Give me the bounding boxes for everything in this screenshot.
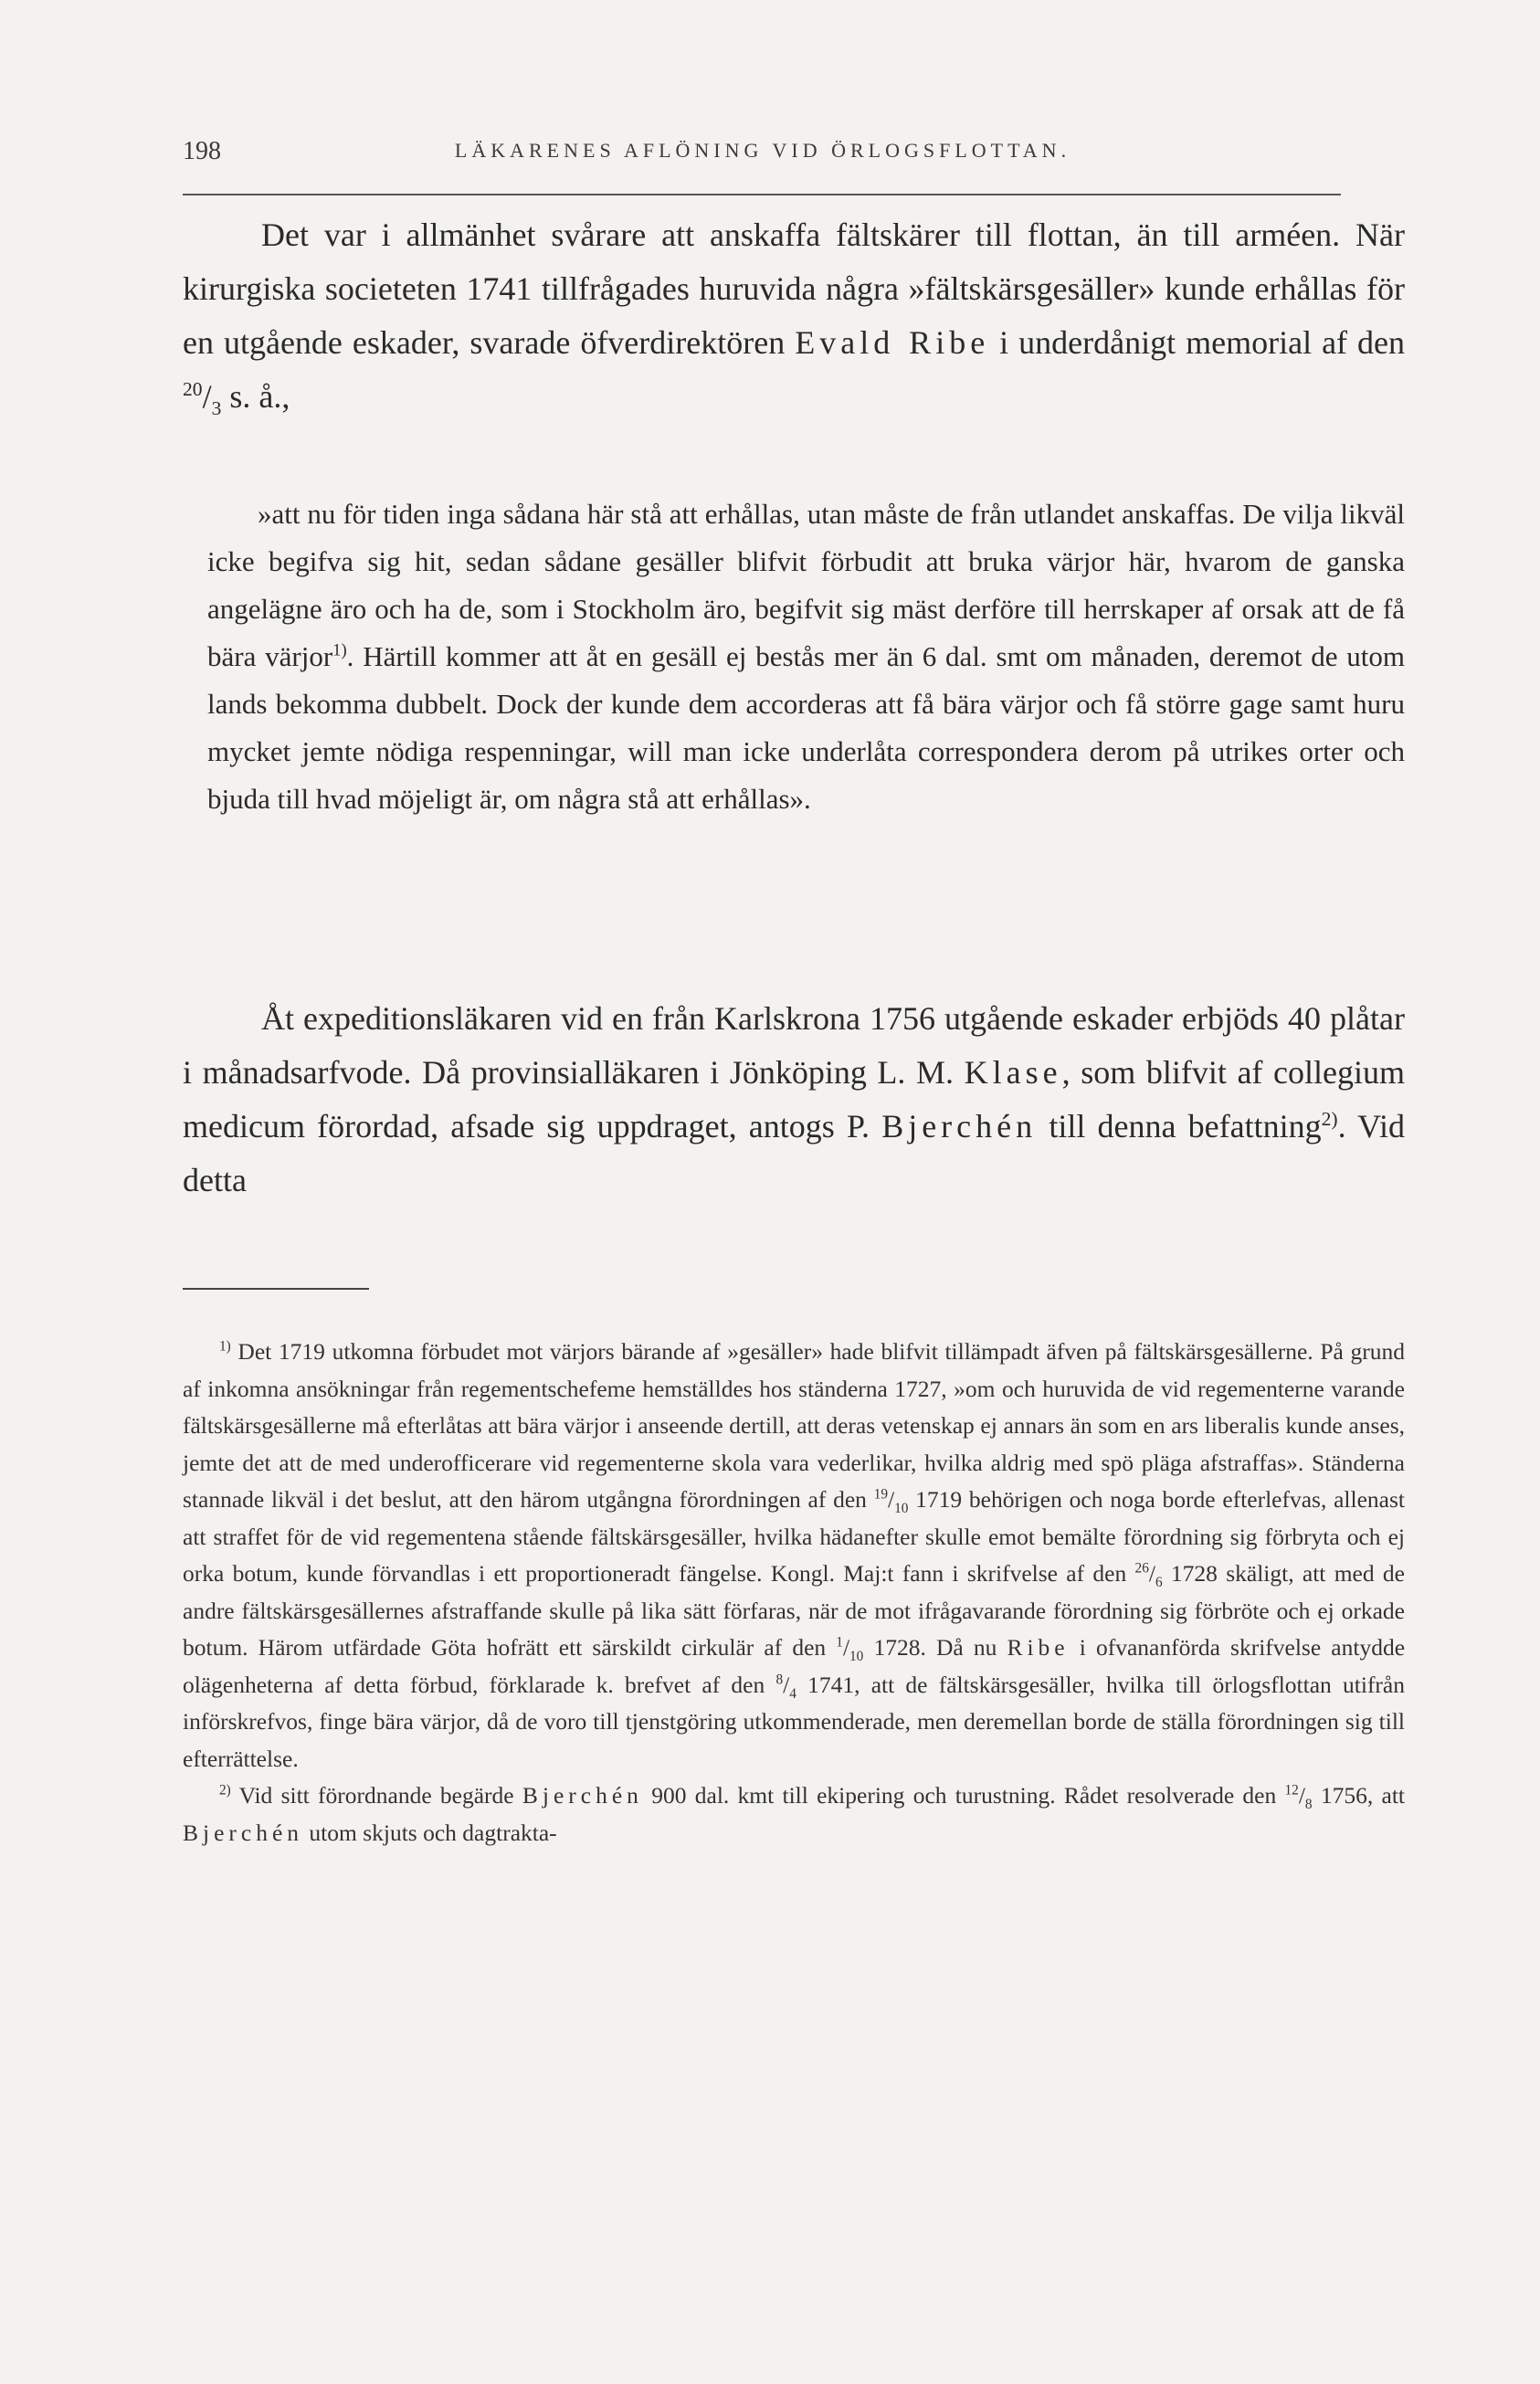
footnote-2-mark: 2) bbox=[219, 1782, 231, 1799]
footnote-ref-1: 1) bbox=[332, 640, 347, 660]
fn1-text-5: i ofvananförda skrifvelse antydde olägenheterna af detta förbud, förklarade k. brefvet af den bbox=[183, 1634, 1406, 1698]
para2-text-4: . Vid detta bbox=[183, 1108, 1406, 1198]
quote-text-1: »att nu för tiden inga sådana här stå att erhållas, utan måste de från utlandet anskaffas. De vilja likväl icke begifva sig hit, sedan sådane gesäller blifvit förbudit att bruka värjor här, hvarom de ganska angelägne äro och ha de, som i Stockholm äro, begifvit sig mäst derföre till herrskaper af orsak att de få bära värjor bbox=[207, 498, 1405, 672]
fn1-date2-num: 26 bbox=[1134, 1560, 1149, 1577]
para2-text-2: , som blifvit af collegium medicum förordad, afsade sig uppdraget, antogs P. bbox=[183, 1054, 1405, 1145]
fn1-date4-num: 8 bbox=[775, 1672, 784, 1687]
page-number: 198 bbox=[183, 137, 221, 165]
fn1-person-name: Ribe bbox=[1007, 1634, 1070, 1661]
para1-text-3: s. å., bbox=[221, 378, 290, 415]
footnote-2: $^{2)}$ Vid sitt förordnande begärde Bjerchén 900 dal. kmt till ekipering och turustning. Rådet resolverade den $^{12}/_8$ 1756, att Bjerchén utom skjuts och dagtrakta- bbox=[183, 1782, 1405, 1846]
block-quote bbox=[207, 491, 1405, 823]
fn2-text-1: Vid sitt förordnande begärde bbox=[230, 1782, 522, 1809]
quote-text-2: . Härtill kommer att åt en gesäll ej bestås mer än 6 dal. smt om månaden, deremot de utom lands bekomma dubbelt. Dock der kunde dem accorderas att få bära värjor och få större gage samt huru mycket jemte nödiga respenningar, will man icke underlåta correspondera derom på utrikes orter och bjuda till hvad möjeligt är, om några stå att erhållas». bbox=[207, 640, 1405, 815]
para1-text-2: i underdånigt memorial af den bbox=[989, 324, 1406, 361]
fn2-date-num: 12 bbox=[1284, 1782, 1299, 1799]
person-name-bjerchen: Bjerchén bbox=[881, 1108, 1038, 1145]
person-name-klase: Klase bbox=[964, 1054, 1062, 1091]
fn1-date1-num: 19 bbox=[873, 1486, 888, 1503]
footnotes bbox=[183, 1334, 1405, 1851]
fn2-text-4: utom skjuts och dagtrakta- bbox=[303, 1819, 557, 1846]
page-header bbox=[183, 137, 1343, 174]
para2-text-1: Åt expeditionsläkaren vid en från Karlskrona 1756 utgående eskader erbjöds 40 plåtar i månadsarfvode. Då provinsialläkaren i Jönköping L. M. bbox=[183, 1000, 1405, 1091]
person-name-ribe: Evald Ribe bbox=[795, 324, 990, 361]
para2-text-3: till denna befattning bbox=[1037, 1108, 1322, 1145]
paragraph-1: Det var i allmänhet svårare att anskaffa fältskärer till flottan, än till arméen. När kirurgiska societeten 1741 tillfrågades huruvida några »fältskärsgesäller» kunde erhållas för en utgående eskader, svarade öfverdirektören Evald Ribe i underdånigt memorial af den $^{20}/_3$ s. å., bbox=[183, 216, 1406, 420]
paragraph-2 bbox=[183, 992, 1405, 1208]
fn1-text-3: 1728 skäligt, att med de andre fältskärsgesällernes afstraffande skulle på lika sätt förfaras, när de mot ifrågavarande förordning sig förbröte och ej orkade botum. Härom utfärdade Göta hofrätt ett särskildt cirkulär af den bbox=[183, 1560, 1405, 1661]
fn1-date3-den: 10 bbox=[849, 1649, 864, 1665]
fn2-person-name-1: Bjerchén bbox=[522, 1782, 643, 1809]
footnote-1: $^{1)}$ Det 1719 utkomna förbudet mot värjors bärande af »gesäller» hade blifvit tillämpadt äfven på fältskärsgesällerne. På grund af inkomna ansökningar från regementschefeme hemställdes hos ständerna 1727, »om och huruvida de vid regementerne varande fältskärsgesällerne må efterlåtas att bära värjor i anseende dertill, att deras vetenskap ej annars än som en ars liberalis kunde anses, jemte det att de med underofficerare vid regementerne skola vara vederlikar, hvilka aldrig med spö pläga afstraffas». Ständerna stannade likväl i det beslut, att den härom utgångna förordningen af den $^{19}/_{10}$ 1719 behörigen och noga borde efterlefvas, allenast att straffet för de vid regementena stående fältskärsgesäller, hvilka hädanefter skulle emot bemälte förordning sig förbryta och ej orka botum, kunde förvandlas i ett proportioneradt fängelse. Kongl. Maj:t fann i skrifvelse af den $^{26}/_6$ 1728 skäligt, att med de andre fältskärsgesällernes afstraffande skulle på lika sätt förfaras, när de mot ifrågavarande förordning sig förbröte och ej orkade botum. Härom utfärdade Göta hofrätt ett särskildt cirkulär af den $^1/_{10}$ 1728. Då nu Ribe i ofvananförda skrifvelse antydde olägenheterna af detta förbud, förklarade k. brefvet af den $^8/_4$ 1741, att de fältskärsgesäller, hvilka till örlogsflottan utifrån införskrefvos, finge bära värjor, då de voro till tjenstgöring utkommenderade, men deremellan borde de ställa förordningen sig till efterrättelse. bbox=[183, 1338, 1406, 1772]
fn1-text-6: 1741, att de fältskärsgesäller, hvilka till örlogsflottan utifrån införskrefvos, finge bära värjor, då de voro till tjenstgöring utkommenderade, men deremellan borde de ställa förordningen sig till efterrättelse. bbox=[183, 1671, 1405, 1772]
fn2-person-name-2: Bjerchén bbox=[183, 1819, 304, 1846]
footnote-rule bbox=[183, 1288, 369, 1290]
date-denominator: 3 bbox=[211, 397, 222, 420]
fn2-text-2: 900 dal. kmt till ekipering och turustning. Rådet resolverade den bbox=[642, 1782, 1285, 1809]
para1-text-1: Det var i allmänhet svårare att anskaffa fältskärer till flottan, än till arméen. När kirurgiska societeten 1741 tillfrågades huruvida några »fältskärsgesäller» kunde erhållas för en utgående eskader, svarade öfverdirektören bbox=[183, 216, 1405, 361]
fn1-date4-den: 4 bbox=[789, 1685, 796, 1702]
header-rule bbox=[183, 194, 1341, 195]
fn1-text-1: Det 1719 utkomna förbudet mot värjors bärande af »gesäller» hade blifvit tillämpadt äfven på fältskärsgesällerne. På grund af inkomna ansökningar från regementschefeme hemställdes hos ständerna 1727, »om och huruvida de vid regementerne varande fältskärsgesällerne må efterlåtas att bära värjor i anseende dertill, att deras vetenskap ej annars än som en ars liberalis kunde anses, jemte det att de med underofficerare vid regementerne skola vara vederlikar, hvilka aldrig med spö pläga afstraffas». Ständerna stannade likväl i det beslut, att den härom utgångna förordningen af den bbox=[183, 1338, 1405, 1513]
fn2-date-den: 8 bbox=[1304, 1797, 1313, 1813]
fn2-text-3: 1756, att bbox=[1312, 1782, 1405, 1809]
fn1-text-2: 1719 behörigen och noga borde efterlefvas, allenast att straffet för de vid regementena stående fältskärsgesäller, hvilka hädanefter skulle emot bemälte förordning sig förbryta och ej orka botum, kunde förvandlas i ett proportioneradt fängelse. Kongl. Maj:t fann i skrifvelse af den bbox=[183, 1486, 1405, 1587]
fn1-text-4: 1728. Då nu bbox=[863, 1634, 1007, 1661]
footnote-1-mark: 1) bbox=[219, 1338, 231, 1355]
fn1-date2-den: 6 bbox=[1155, 1575, 1163, 1591]
footnote-ref-2: 2) bbox=[1321, 1108, 1338, 1130]
running-title: LÄKARENES AFLÖNING VID ÖRLOGSFLOTTAN. bbox=[454, 139, 1071, 162]
fn1-date3-num: 1 bbox=[836, 1634, 843, 1651]
fn1-date1-den: 10 bbox=[894, 1501, 909, 1517]
date-numerator: 20 bbox=[183, 378, 203, 400]
